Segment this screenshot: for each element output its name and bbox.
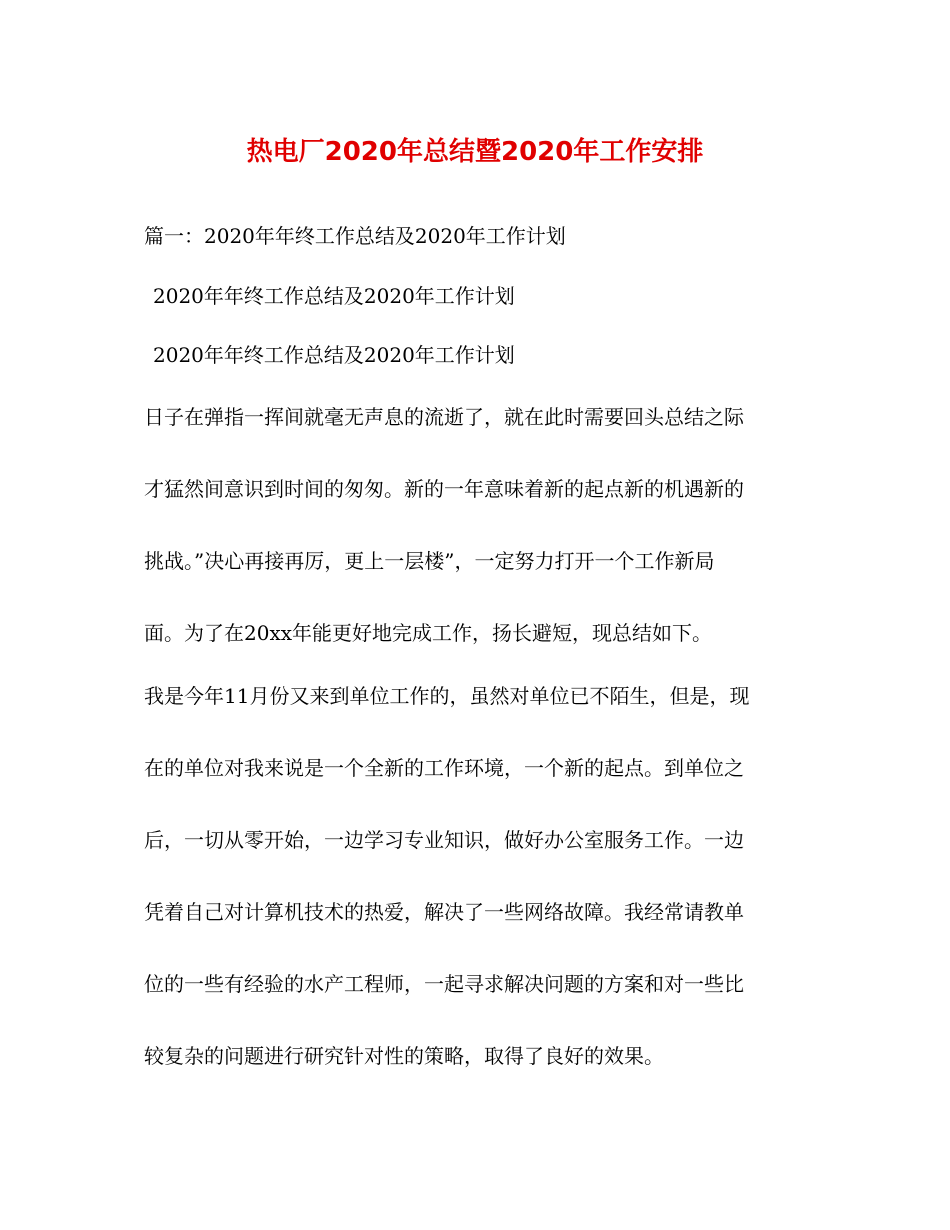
- paragraph-line: 在的单位对我来说是一个全新的工作环境，一个新的起点。到单位之: [144, 756, 744, 780]
- document-title: 热电厂2020年总结暨2020年工作安排: [246, 137, 704, 167]
- paragraph-line: 挑战。”决心再接再厉，更上一层楼”，一定努力打开一个工作新局: [144, 549, 715, 573]
- heading-line: 篇一：2020年年终工作总结及2020年工作计划: [144, 224, 566, 248]
- paragraph-line: 日子在弹指一挥间就毫无声息的流逝了，就在此时需要回头总结之际: [144, 405, 744, 429]
- paragraph-line: 我是今年11月份又来到单位工作的，虽然对单位已不陌生，但是，现: [144, 684, 750, 708]
- heading-line: 2020年年终工作总结及2020年工作计划: [153, 343, 515, 367]
- paragraph-line: 位的一些有经验的水产工程师，一起寻求解决问题的方案和对一些比: [144, 972, 744, 996]
- heading-line: 2020年年终工作总结及2020年工作计划: [153, 284, 515, 308]
- paragraph-line: 凭着自己对计算机技术的热爱，解决了一些网络故障。我经常请教单: [144, 900, 744, 924]
- paragraph-line: 后，一切从零开始，一边学习专业知识，做好办公室服务工作。一边: [144, 828, 744, 852]
- paragraph-line: 面。为了在20xx年能更好地完成工作，扬长避短，现总结如下。: [144, 621, 713, 645]
- paragraph-line: 较复杂的问题进行研究针对性的策略，取得了良好的效果。: [144, 1044, 664, 1068]
- paragraph-line: 才猛然间意识到时间的匆匆。新的一年意味着新的起点新的机遇新的: [144, 477, 744, 501]
